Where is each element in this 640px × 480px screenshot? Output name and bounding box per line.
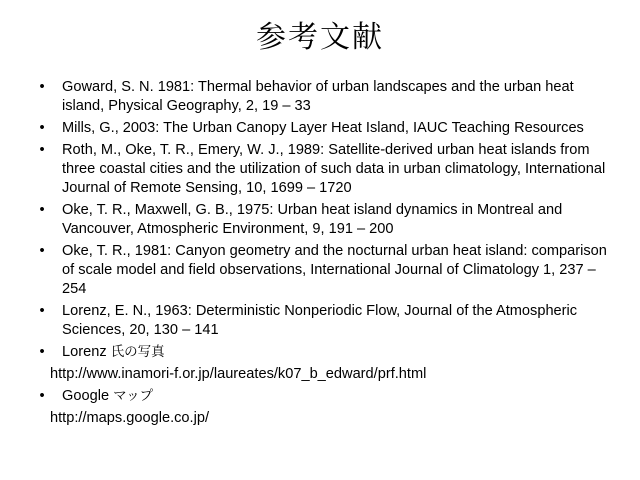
google-maps-link[interactable]: http://maps.google.co.jp/ xyxy=(50,410,210,426)
bullet-icon: • xyxy=(39,120,45,136)
lorenz-photo-link[interactable]: http://www.inamori-f.or.jp/laureates/k07_b_edward/prf.html xyxy=(50,366,427,382)
page-title: 参考文献 xyxy=(256,20,384,55)
bullet-icon: • xyxy=(39,303,45,319)
reference-text: Roth, M., Oke, T. R., Emery, W. J., 1989: Satellite-derived urban heat islands from three coastal cities and the utilization of such data in urban climatology, International Journal of Remote Sensing, 10, 1699 – 1720 xyxy=(62,142,606,196)
list-item xyxy=(36,302,616,340)
bullet-icon: • xyxy=(39,142,45,158)
bullet-icon: • xyxy=(39,243,45,259)
google-maps-label-prefix: Google xyxy=(62,388,114,404)
reference-text: Lorenz, E. N., 1963: Deterministic Nonperiodic Flow, Journal of the Atmospheric Sciences, 20, 130 – 141 xyxy=(62,303,578,338)
bullet-icon: • xyxy=(39,79,45,95)
reference-text: Oke, T. R., 1981: Canyon geometry and the nocturnal urban heat island: comparison of scale model and field observations, International Journal of Climatology 1, 237 – 254 xyxy=(62,243,607,297)
list-item-lorenz-photo xyxy=(36,343,616,362)
reference-list xyxy=(36,78,616,431)
bullet-icon: • xyxy=(39,344,45,360)
list-item xyxy=(36,201,616,239)
lorenz-photo-label-prefix: Lorenz xyxy=(62,344,111,360)
list-item xyxy=(36,141,616,198)
bullet-icon: • xyxy=(39,388,45,404)
list-item xyxy=(36,119,616,138)
list-item-google-maps xyxy=(36,387,616,406)
reference-text: Mills, G., 2003: The Urban Canopy Layer Heat Island, IAUC Teaching Resources xyxy=(62,120,584,136)
lorenz-photo-label-suffix: 氏の写真 xyxy=(110,344,165,360)
list-item xyxy=(36,242,616,299)
google-maps-label-suffix: マップ xyxy=(113,388,154,404)
reference-text: Goward, S. N. 1981: Thermal behavior of urban landscapes and the urban heat island, Physical Geography, 2, 19 – 33 xyxy=(62,79,574,114)
list-item xyxy=(36,78,616,116)
bullet-icon: • xyxy=(39,202,45,218)
reference-text: Oke, T. R., Maxwell, G. B., 1975: Urban heat island dynamics in Montreal and Vancouver, Atmospheric Environment, 9, 191 – 200 xyxy=(62,202,563,237)
